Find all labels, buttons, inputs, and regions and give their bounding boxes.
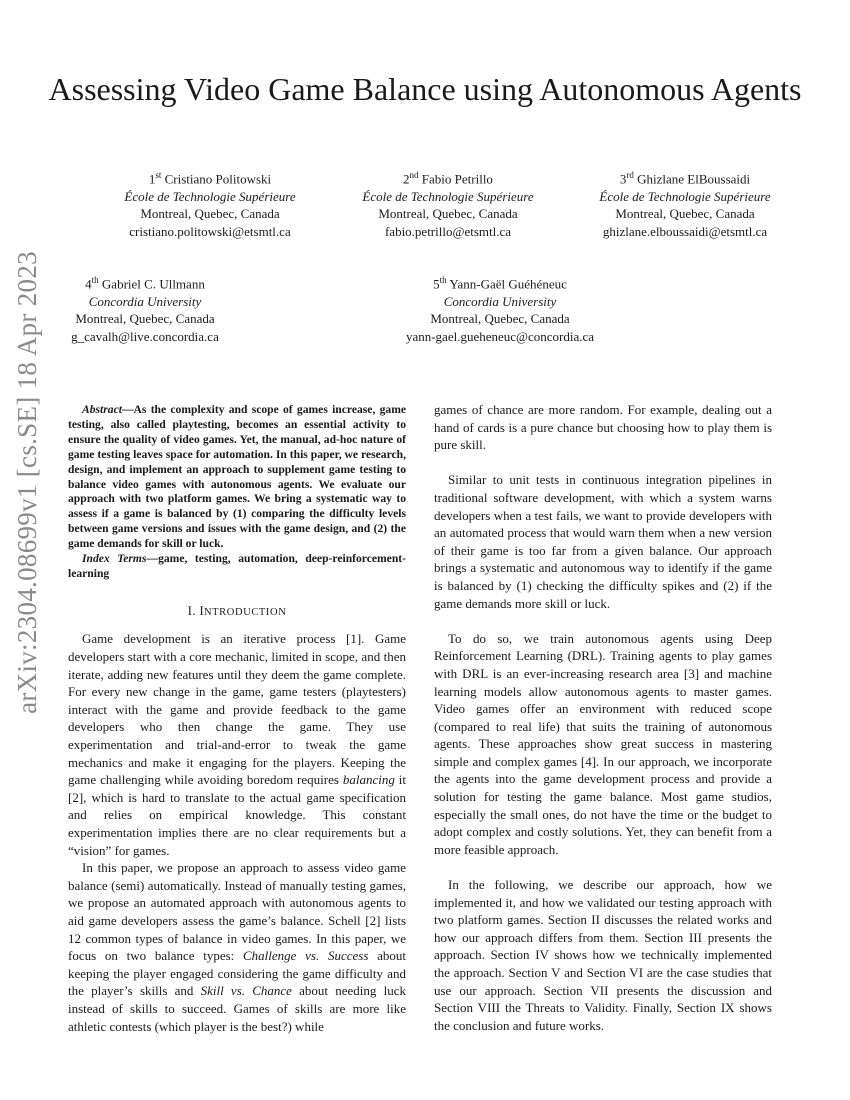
index-terms-text: game, testing, automation, deep-reinforcement-learning [68,552,406,580]
author-block-4 [60,272,230,345]
abstract-label: Abstract [82,403,122,416]
author-block-2 [333,167,563,240]
right-column [434,401,772,1034]
author-email[interactable]: ghizlane.elboussaidi@etsmtl.ca [602,223,768,239]
author-affiliation: Concordia University [88,293,202,309]
index-terms: Index Terms—game, testing, automation, deep-reinforcement-learning [68,552,406,580]
author-location: Montreal, Quebec, Canada [75,311,215,327]
abstract-text: As the complexity and scope of games increase, game testing, also called playtesting, becomes an essential activity to ensure the quality of video games. Yet, the manual, ad-hoc nature of game testing leaves space for automation. In this paper, we research, design, and implement an approach to supplement game testing to balance video games with autonomous agents. We evaluate our approach with two platform games. We bring a systematic way to assess if a game is balanced by (1) comparing the difficulty levels between game versions and issues with the game design, and (2) the game demands for skill or luck. [68,403,406,551]
arxiv-stamp [4,250,50,714]
author-location: Montreal, Quebec, Canada [615,206,755,222]
author-affiliation: École de Technologie Supérieure [124,188,296,204]
author-name: 2nd Fabio Petrillo [403,170,493,187]
intro-paragraph-3: Similar to unit tests in continuous integration pipelines in traditional software development, with which a system warns developers when a test fails, we want to provide developers with an automated process that would warn them when a new version of their game is too far from a given balance. Our approach brings a systematic and autonomous way to identify if the game is balanced by (1) checking the difficulty spikes and (2) if the game demands more skill or luck. [434,472,772,611]
abstract: Abstract—As the complexity and scope of games increase, game testing, also called playtesting, becomes an essential activity to ensure the quality of video games. Yet, the manual, ad-hoc nature of game testing leaves space for automation. In this paper, we research, design, and implement an approach to supplement game testing to balance video games with autonomous agents. We evaluate our approach with two platform games. We bring a systematic way to assess if a game is balanced by (1) comparing the difficulty levels between game versions and issues with the game design, and (2) the game demands for skill or luck. [68,403,406,551]
author-affiliation: Concordia University [443,293,557,309]
author-location: Montreal, Quebec, Canada [140,206,280,222]
author-email[interactable]: yann-gael.gueheneuc@concordia.ca [405,328,595,344]
author-affiliation: École de Technologie Supérieure [362,188,534,204]
author-name: 4th Gabriel C. Ullmann [85,275,205,292]
paper-title: Assessing Video Game Balance using Autonomous Agents [48,71,802,107]
author-location: Montreal, Quebec, Canada [378,206,518,222]
author-location: Montreal, Quebec, Canada [430,311,570,327]
author-email[interactable]: cristiano.politowski@etsmtl.ca [129,223,291,239]
intro-paragraph-continued: games of chance are more random. For example, dealing out a hand of cards is a pure chance but choosing how to play them is pure skill. [434,402,772,453]
intro-paragraph-1: Game development is an iterative process [1]. Game developers start with a core mechanic, limited in scope, and then iterate, adding new features until they deem the game complete. For every new change in the game, game testers (playtesters) interact with the game and provide feedback to the game developers who then change the game. They use experimentation and trial-and-error to tweak the game mechanics and make it engaging for the players. Keeping the game challenging while avoiding boredom requires balancing it [2], which is hard to translate to the actual game specification and relies on empirical knowledge. This constant experimentation implies there are no clear requirements but a “vision” for games. [68,631,406,858]
author-name: 3rd Ghizlane ElBoussaidi [619,170,751,187]
author-affiliation: École de Technologie Supérieure [599,188,771,204]
section-heading-introduction: I. INTRODUCTION [187,602,287,618]
author-block-3 [570,167,800,240]
author-name: 1st Cristiano Politowski [148,170,272,187]
intro-paragraph-5: In the following, we describe our approach, how we implemented it, and how we validated our testing approach with two platform games. Section II discusses the related works and how our approach differs from them. Section III presents the approach. Section IV shows how we technically implemented the approach. Section V and Section VI are the case studies that use our approach. Section VII presents the discussion and Section VIII the Threats to Validity. Finally, Section IX shows the conclusion and future works. [434,877,772,1033]
author-name: 5th Yann-Gaël Guéhéneuc [433,275,567,292]
arxiv-id: arXiv:2304.08699v1 [cs.SE] 18 Apr 2023 [11,250,42,714]
left-column [68,403,406,1035]
author-email[interactable]: g_cavalh@live.concordia.ca [71,328,219,344]
intro-paragraph-4: To do so, we train autonomous agents using Deep Reinforcement Learning (DRL). Training agents to play games with DRL is an ever-increasing research area [3] and machine learning models allow autonomous agents to master games. Video games offer an environment with reduced scope (compared to real life) that suits the training of autonomous agents. These approaches show great success in mastering simple and complex games [4]. In our approach, we incorporate the agents into the game development process and provide a solution for testing the game balance. Most game studios, especially the small ones, do not have the time or the budget to adopt complex and costly solutions. Yet, they can benefit from a more feasible approach. [434,630,772,857]
author-block-5 [375,272,625,345]
author-block-1 [95,167,325,240]
index-terms-label: Index Terms [82,552,147,566]
author-email[interactable]: fabio.petrillo@etsmtl.ca [384,223,512,239]
intro-paragraph-2: In this paper, we propose an approach to assess video game balance (semi) automatically. Instead of manually testing games, we propose an automated approach with autonomous agents to aid game developers assess the game’s balance. Schell [2] lists 12 common types of balance in video games. In this paper, we focus on two balance types: Challenge vs. Success about keeping the player engaged considering the game difficulty and the player’s skills and Skill vs. Chance about needing luck instead of skills to succeed. Games of skills are more like athletic contests (which player is the best?) while [68,860,406,1034]
